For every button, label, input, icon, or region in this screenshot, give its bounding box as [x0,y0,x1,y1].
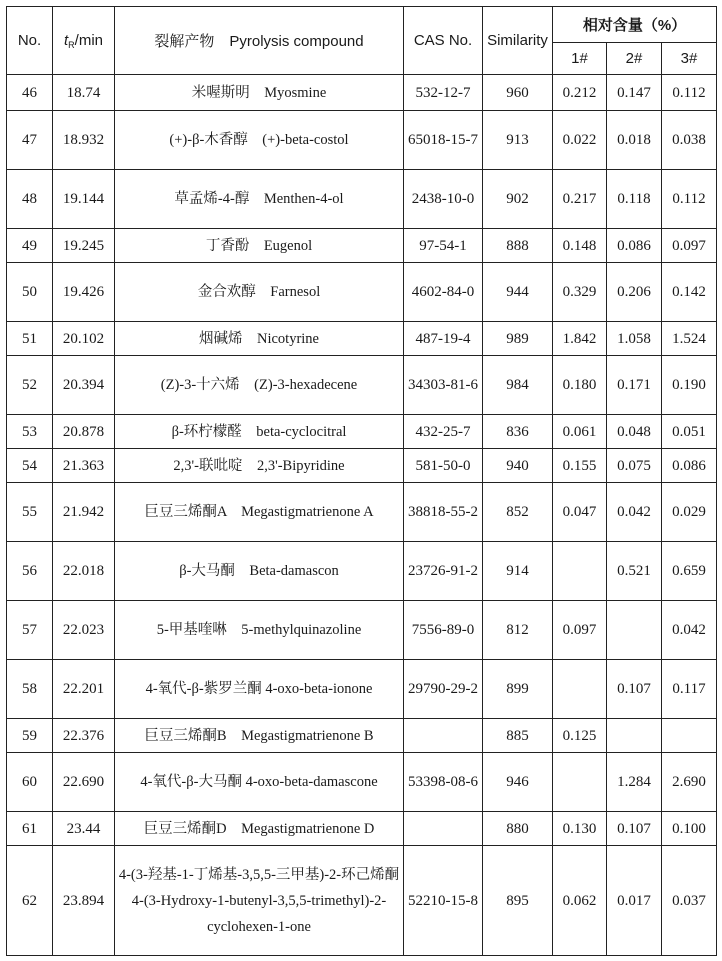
cell-cas: 7556-89-0 [404,601,483,660]
cell-no: 57 [7,601,53,660]
cell-sample-1: 0.097 [553,601,607,660]
cell-retention-time: 19.144 [53,170,115,229]
cell-sample-1: 0.212 [553,75,607,111]
header-tr-unit: /min [74,31,103,49]
cell-retention-time: 18.74 [53,75,115,111]
cell-retention-time: 21.942 [53,483,115,542]
cell-cas: 487-19-4 [404,322,483,356]
cell-similarity: 960 [483,75,553,111]
cell-sample-1: 0.329 [553,263,607,322]
table-row [7,483,717,542]
cell-compound: 草孟烯-4-醇 Menthen-4-ol [115,170,404,229]
cell-similarity: 946 [483,753,553,812]
cell-compound: 丁香酚 Eugenol [115,229,404,263]
cell-sample-3: 0.029 [662,483,717,542]
table-header [7,7,717,75]
cell-no: 61 [7,812,53,846]
table-row [7,111,717,170]
header-relative-content: 相对含量（%） [553,7,717,43]
cell-similarity: 984 [483,356,553,415]
cell-sample-1: 0.047 [553,483,607,542]
cell-no: 53 [7,415,53,449]
cell-sample-3: 0.117 [662,660,717,719]
cell-sample-3: 0.042 [662,601,717,660]
table-row [7,229,717,263]
table-row [7,719,717,753]
cell-similarity: 812 [483,601,553,660]
cell-sample-2 [607,601,662,660]
table-row [7,322,717,356]
table-row [7,753,717,812]
cell-sample-1: 0.130 [553,812,607,846]
table-row [7,846,717,956]
cell-similarity: 899 [483,660,553,719]
cell-similarity: 913 [483,111,553,170]
cell-sample-2 [607,719,662,753]
table-row [7,601,717,660]
cell-sample-3: 0.142 [662,263,717,322]
cell-no: 55 [7,483,53,542]
cell-cas: 532-12-7 [404,75,483,111]
cell-no: 60 [7,753,53,812]
cell-similarity: 895 [483,846,553,956]
header-no: No. [7,7,53,75]
header-sample-2: 2# [607,43,662,75]
cell-cas [404,719,483,753]
header-row [7,7,717,43]
cell-cas: 97-54-1 [404,229,483,263]
cell-sample-2: 1.058 [607,322,662,356]
cell-sample-2: 0.086 [607,229,662,263]
table-body [7,75,717,956]
cell-similarity: 880 [483,812,553,846]
cell-similarity: 888 [483,229,553,263]
cell-retention-time: 22.023 [53,601,115,660]
cell-sample-1: 0.180 [553,356,607,415]
cell-compound: 巨豆三烯酮A Megastigmatrienone A [115,483,404,542]
cell-sample-1: 0.022 [553,111,607,170]
table-row [7,812,717,846]
cell-retention-time: 22.201 [53,660,115,719]
cell-similarity: 836 [483,415,553,449]
cell-similarity: 940 [483,449,553,483]
header-sample-3: 3# [662,43,717,75]
cell-sample-3: 0.100 [662,812,717,846]
cell-no: 62 [7,846,53,956]
cell-sample-2: 0.521 [607,542,662,601]
table-row [7,170,717,229]
cell-retention-time: 19.426 [53,263,115,322]
cell-retention-time: 23.894 [53,846,115,956]
cell-cas [404,812,483,846]
cell-sample-3: 1.524 [662,322,717,356]
table-row [7,449,717,483]
cell-retention-time: 22.690 [53,753,115,812]
cell-sample-1: 0.217 [553,170,607,229]
cell-no: 48 [7,170,53,229]
cell-cas: 65018-15-7 [404,111,483,170]
cell-sample-3: 0.051 [662,415,717,449]
cell-sample-2: 0.118 [607,170,662,229]
cell-compound: (+)-β-木香醇 (+)-beta-costol [115,111,404,170]
cell-sample-1 [553,542,607,601]
cell-sample-1: 0.148 [553,229,607,263]
cell-retention-time: 20.878 [53,415,115,449]
cell-similarity: 989 [483,322,553,356]
cell-similarity: 902 [483,170,553,229]
cell-compound: 4-(3-羟基-1-丁烯基-3,5,5-三甲基)-2-环己烯酮 4-(3-Hydroxy-1-butenyl-3,5,5-trimethyl)-2-cyclohexen-1-one [115,846,404,956]
cell-compound: 巨豆三烯酮B Megastigmatrienone B [115,719,404,753]
cell-no: 51 [7,322,53,356]
cell-similarity: 914 [483,542,553,601]
cell-sample-3: 0.112 [662,170,717,229]
cell-compound: 金合欢醇 Farnesol [115,263,404,322]
cell-similarity: 944 [483,263,553,322]
pyrolysis-compound-table [6,6,717,956]
cell-cas: 29790-29-2 [404,660,483,719]
cell-compound: (Z)-3-十六烯 (Z)-3-hexadecene [115,356,404,415]
cell-similarity: 885 [483,719,553,753]
header-sample-1: 1# [553,43,607,75]
cell-compound: 2,3'-联吡啶 2,3'-Bipyridine [115,449,404,483]
cell-no: 54 [7,449,53,483]
cell-sample-2: 0.017 [607,846,662,956]
cell-sample-3: 2.690 [662,753,717,812]
table-row [7,660,717,719]
table-row [7,415,717,449]
cell-similarity: 852 [483,483,553,542]
cell-no: 58 [7,660,53,719]
cell-retention-time: 20.102 [53,322,115,356]
cell-retention-time: 20.394 [53,356,115,415]
cell-no: 52 [7,356,53,415]
cell-sample-3 [662,719,717,753]
cell-retention-time: 23.44 [53,812,115,846]
table-row [7,75,717,111]
cell-compound: 4-氧代-β-大马酮 4-oxo-beta-damascone [115,753,404,812]
table-row [7,356,717,415]
cell-sample-1: 1.842 [553,322,607,356]
cell-cas: 432-25-7 [404,415,483,449]
cell-cas: 52210-15-8 [404,846,483,956]
cell-compound: 5-甲基喹啉 5-methylquinazoline [115,601,404,660]
cell-sample-2: 0.147 [607,75,662,111]
header-tr-sub: R [68,39,75,50]
cell-cas: 4602-84-0 [404,263,483,322]
cell-retention-time: 19.245 [53,229,115,263]
cell-no: 56 [7,542,53,601]
cell-no: 46 [7,75,53,111]
cell-compound: 烟碱烯 Nicotyrine [115,322,404,356]
cell-sample-2: 0.206 [607,263,662,322]
cell-sample-2: 0.042 [607,483,662,542]
header-cas: CAS No. [404,7,483,75]
cell-sample-3: 0.659 [662,542,717,601]
table-row [7,542,717,601]
cell-sample-2: 0.107 [607,812,662,846]
cell-sample-2: 0.171 [607,356,662,415]
cell-sample-2: 0.075 [607,449,662,483]
cell-cas: 53398-08-6 [404,753,483,812]
header-tr-t: t [63,31,69,49]
cell-retention-time: 18.932 [53,111,115,170]
cell-sample-2: 0.048 [607,415,662,449]
cell-cas: 23726-91-2 [404,542,483,601]
cell-sample-1: 0.125 [553,719,607,753]
header-compound: 裂解产物 Pyrolysis compound [115,7,404,75]
cell-compound: 巨豆三烯酮D Megastigmatrienone D [115,812,404,846]
cell-sample-1: 0.062 [553,846,607,956]
cell-sample-2: 0.107 [607,660,662,719]
header-retention-time [53,7,115,75]
cell-compound: 4-氧代-β-紫罗兰酮 4-oxo-beta-ionone [115,660,404,719]
cell-sample-2: 0.018 [607,111,662,170]
cell-retention-time: 21.363 [53,449,115,483]
cell-sample-1: 0.155 [553,449,607,483]
cell-sample-2: 1.284 [607,753,662,812]
header-similarity: Similarity [483,7,553,75]
cell-cas: 2438-10-0 [404,170,483,229]
cell-cas: 34303-81-6 [404,356,483,415]
cell-compound: β-大马酮 Beta-damascon [115,542,404,601]
cell-compound: β-环柠檬醛 beta-cyclocitral [115,415,404,449]
cell-retention-time: 22.018 [53,542,115,601]
cell-sample-3: 0.190 [662,356,717,415]
cell-no: 50 [7,263,53,322]
cell-sample-3: 0.112 [662,75,717,111]
cell-sample-1: 0.061 [553,415,607,449]
cell-no: 47 [7,111,53,170]
cell-retention-time: 22.376 [53,719,115,753]
cell-sample-3: 0.038 [662,111,717,170]
cell-compound: 米喔斯明 Myosmine [115,75,404,111]
cell-no: 59 [7,719,53,753]
cell-sample-3: 0.037 [662,846,717,956]
cell-sample-1 [553,660,607,719]
cell-sample-1 [553,753,607,812]
cell-no: 49 [7,229,53,263]
cell-sample-3: 0.086 [662,449,717,483]
table-row [7,263,717,322]
cell-sample-3: 0.097 [662,229,717,263]
cell-cas: 38818-55-2 [404,483,483,542]
cell-cas: 581-50-0 [404,449,483,483]
